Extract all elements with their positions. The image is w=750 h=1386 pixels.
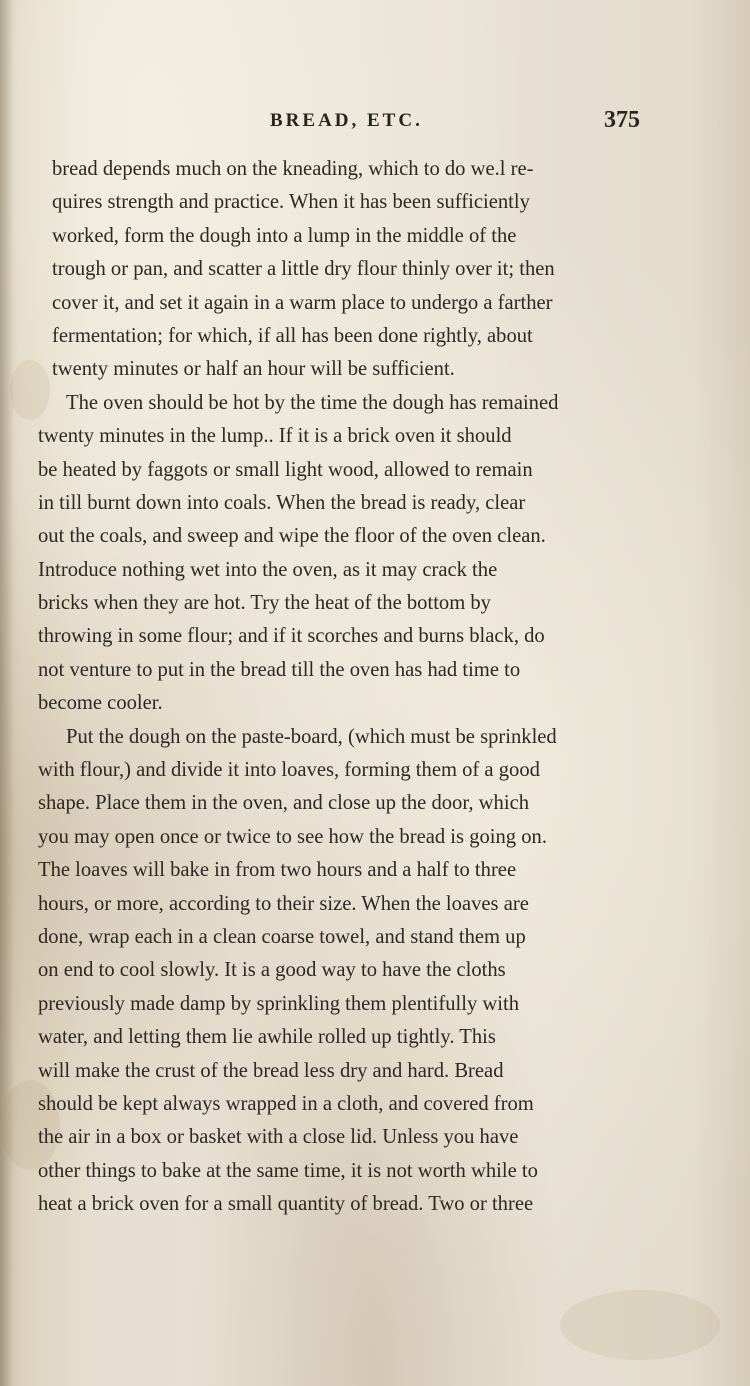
text-line: fermentation; for which, if all has been done rightly, about xyxy=(52,324,533,347)
text-line: Put the dough on the paste-board, (which must be sprinkled xyxy=(66,725,557,748)
text-line: cover it, and set it again in a warm place to undergo a farther xyxy=(52,291,553,314)
text-line: bricks when they are hot. Try the heat of the bottom by xyxy=(38,592,491,615)
text-line: trough or pan, and scatter a little dry flour thinly over it; then xyxy=(52,258,555,281)
text-line: water, and letting them lie awhile rolled up tightly. This xyxy=(38,1026,496,1049)
text-line: hours, or more, according to their size. When the loaves are xyxy=(38,892,529,915)
text-line: previously made damp by sprinkling them plentifully with xyxy=(38,992,520,1015)
text-line: should be kept always wrapped in a cloth, and covered from xyxy=(38,1092,534,1115)
binding-shadow xyxy=(0,0,14,1386)
text-line: done, wrap each in a clean coarse towel, and stand them up xyxy=(38,925,526,948)
text-line: the air in a box or basket with a close lid. Unless you have xyxy=(38,1126,519,1149)
text-line: become cooler. xyxy=(38,692,163,715)
text-line: bread depends much on the kneading, which to do we.l re- xyxy=(52,158,534,180)
text-line: in till burnt down into coals. When the bread is ready, clear xyxy=(38,491,526,514)
text-line: not venture to put in the bread till the oven has had time to xyxy=(38,658,521,681)
text-line: The loaves will bake in from two hours and a half to three xyxy=(38,859,517,882)
text-line: with flour,) and divide it into loaves, forming them of a good xyxy=(38,759,540,782)
text-line: quires strength and practice. When it has been sufficiently xyxy=(52,191,530,214)
text-line: twenty minutes in the lump.. If it is a brick oven it should xyxy=(38,425,512,448)
text-line: twenty minutes or half an hour will be sufficient. xyxy=(52,358,455,381)
text-line: Introduce nothing wet into the oven, as it may crack the xyxy=(38,558,498,581)
page-number: 375 xyxy=(604,107,640,133)
paper-stain xyxy=(560,1290,720,1360)
text-line: on end to cool slowly. It is a good way to have the cloths xyxy=(38,959,506,982)
text-line: other things to bake at the same time, it is not worth while to xyxy=(38,1159,538,1182)
text-line: throwing in some flour; and if it scorches and burns black, do xyxy=(38,625,545,648)
text-line: you may open once or twice to see how the bread is going on. xyxy=(38,825,547,848)
running-title: BREAD, ETC. xyxy=(270,110,423,131)
text-line: The oven should be hot by the time the dough has remained xyxy=(66,391,559,414)
text-line: shape. Place them in the oven, and close up the door, which xyxy=(38,792,530,815)
text-line: be heated by faggots or small light wood, allowed to remain xyxy=(38,458,533,481)
text-line: worked, form the dough into a lump in the middle of the xyxy=(52,224,517,247)
text-line: out the coals, and sweep and wipe the floor of the oven clean. xyxy=(38,525,546,548)
text-line: will make the crust of the bread less dry and hard. Bread xyxy=(38,1059,504,1082)
body-text xyxy=(38,153,643,1222)
text-line: heat a brick oven for a small quantity of bread. Two or three xyxy=(38,1193,534,1216)
